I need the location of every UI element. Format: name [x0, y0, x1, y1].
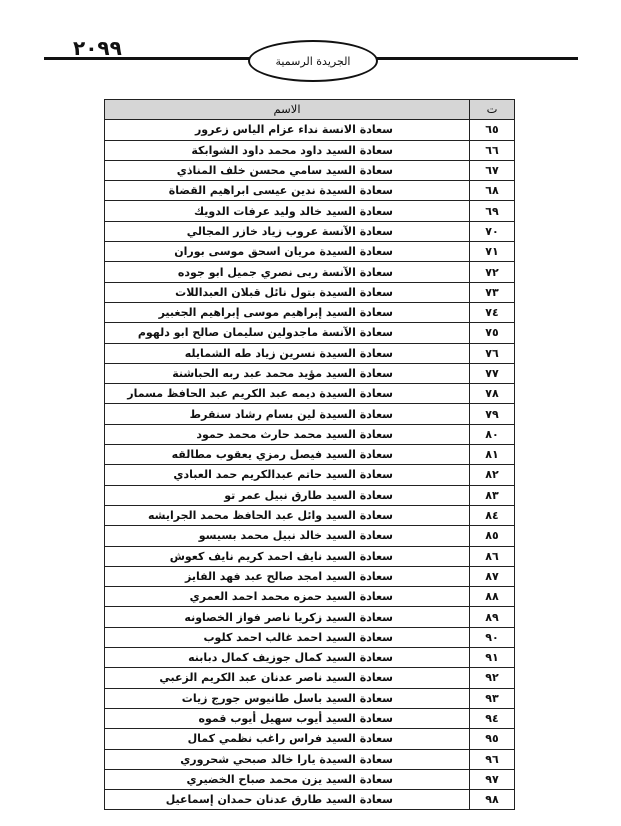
table-body: [105, 120, 515, 810]
table-row: [105, 343, 515, 363]
table-row: [105, 201, 515, 221]
row-number: ٧٤: [470, 302, 515, 322]
table-row: [105, 445, 515, 465]
row-number: ٧٥: [470, 323, 515, 343]
table-row: [105, 587, 515, 607]
table-row: [105, 465, 515, 485]
row-number: ٨٠: [470, 424, 515, 444]
table-row: [105, 627, 515, 647]
row-number: ٨٨: [470, 587, 515, 607]
row-number: ٧٦: [470, 343, 515, 363]
row-name: سعادة السيدة لين بسام رشاد سنقرط: [105, 404, 470, 424]
row-number: ٧٢: [470, 262, 515, 282]
row-number: ٨٣: [470, 485, 515, 505]
table-row: [105, 160, 515, 180]
row-name: سعادة السيد حمزه محمد احمد العمري: [105, 587, 470, 607]
row-name: سعادة الانسة نداء عزام الياس زعرور: [105, 120, 470, 140]
row-name: سعادة السيد إبراهيم موسى إبراهيم الجغبير: [105, 302, 470, 322]
row-number: ٩٢: [470, 668, 515, 688]
row-number: ٧٣: [470, 282, 515, 302]
table-row: [105, 485, 515, 505]
row-name: سعادة السيدة ديمه عبد الكريم عبد الحافظ مسمار: [105, 384, 470, 404]
table-row: [105, 282, 515, 302]
name-column-header: الاسم: [105, 100, 470, 120]
row-number: ٨٧: [470, 566, 515, 586]
table-row: [105, 323, 515, 343]
row-number: ٨٢: [470, 465, 515, 485]
page-number: ٢٠٩٩: [73, 36, 122, 60]
row-name: سعادة السيدة بتول نائل قبلان العبداللات: [105, 282, 470, 302]
row-number: ٧١: [470, 242, 515, 262]
row-name: سعادة السيد نايف احمد كريم نايف كعوش: [105, 546, 470, 566]
row-name: سعادة السيد طارق عدنان حمدان إسماعيل: [105, 790, 470, 810]
table-row: [105, 384, 515, 404]
row-number: ٧٧: [470, 363, 515, 383]
row-number: ٦٥: [470, 120, 515, 140]
table-row: [105, 505, 515, 525]
row-number: ٦٩: [470, 201, 515, 221]
table-row: [105, 526, 515, 546]
row-number: ٦٦: [470, 140, 515, 160]
gazette-title-oval: [248, 40, 378, 82]
row-name: سعادة السيدة نسرين زياد طه الشمايله: [105, 343, 470, 363]
row-number: ٩٦: [470, 749, 515, 769]
row-name: سعادة السيد محمد حارث محمد حمود: [105, 424, 470, 444]
row-name: سعادة السيد أيوب سهيل أيوب قموه: [105, 708, 470, 728]
row-number: ٦٧: [470, 160, 515, 180]
row-number: ٩٨: [470, 790, 515, 810]
table-row: [105, 302, 515, 322]
row-name: سعادة السيد خالد وليد عرفات الدويك: [105, 201, 470, 221]
row-name: سعادة السيد كمال جوزيف كمال دبابنه: [105, 648, 470, 668]
row-name: سعادة الآنسة ماجدولين سليمان صالح ابو دلهوم: [105, 323, 470, 343]
row-name: سعادة السيدة يارا خالد صبحي شحروري: [105, 749, 470, 769]
table-row: [105, 242, 515, 262]
row-number: ٨٥: [470, 526, 515, 546]
table-row: [105, 648, 515, 668]
row-number: ٦٨: [470, 181, 515, 201]
row-number: ٩٣: [470, 688, 515, 708]
row-name: سعادة السيد زكريا ناصر فواز الخصاونه: [105, 607, 470, 627]
row-name: سعادة السيد حاتم عبدالكريم حمد العبادي: [105, 465, 470, 485]
table-row: [105, 404, 515, 424]
table-row: [105, 181, 515, 201]
row-name: سعادة السيدة مريان اسحق موسى بوران: [105, 242, 470, 262]
row-number: ٩٥: [470, 729, 515, 749]
row-number: ٩١: [470, 648, 515, 668]
row-name: سعادة الآنسة ربى نصري جميل ابو جوده: [105, 262, 470, 282]
row-name: سعادة السيد امجد صالح عبد فهد الفايز: [105, 566, 470, 586]
row-name: سعادة السيد احمد غالب احمد كلوب: [105, 627, 470, 647]
table-row: [105, 566, 515, 586]
row-name: سعادة السيد سامي محسن خلف المناذي: [105, 160, 470, 180]
row-number: ٩٧: [470, 769, 515, 789]
table-row: [105, 668, 515, 688]
row-name: سعادة السيد فيصل رمزي يعقوب مطالقه: [105, 445, 470, 465]
row-number: ٨٩: [470, 607, 515, 627]
row-name: سعادة السيد ناصر عدنان عبد الكريم الزعبي: [105, 668, 470, 688]
row-name: سعادة السيد داود محمد داود الشوابكة: [105, 140, 470, 160]
table-row: [105, 262, 515, 282]
table-row: [105, 729, 515, 749]
table-row: [105, 708, 515, 728]
row-number: ٧٠: [470, 221, 515, 241]
row-name: سعادة السيد فراس راغب نظمي كمال: [105, 729, 470, 749]
row-name: سعادة الآنسة عروب زياد خازر المجالي: [105, 221, 470, 241]
table-row: [105, 749, 515, 769]
table-row: [105, 790, 515, 810]
table-row: [105, 424, 515, 444]
row-number: ٩٤: [470, 708, 515, 728]
row-name: سعادة السيد خالد نبيل محمد بسيسو: [105, 526, 470, 546]
table-row: [105, 120, 515, 140]
row-name: سعادة السيد وائل عبد الحافظ محمد الجرايشه: [105, 505, 470, 525]
table-row: [105, 769, 515, 789]
table-row: [105, 688, 515, 708]
table-header-row: [105, 100, 515, 120]
table-row: [105, 221, 515, 241]
row-number: ٨٦: [470, 546, 515, 566]
table-row: [105, 140, 515, 160]
row-number: ٨١: [470, 445, 515, 465]
row-name: سعادة السيد باسل طانيوس جورج زيات: [105, 688, 470, 708]
row-number: ٧٩: [470, 404, 515, 424]
row-number: ٩٠: [470, 627, 515, 647]
row-number: ٨٤: [470, 505, 515, 525]
row-name: سعادة السيد مؤيد محمد عبد ربه الحباشنة: [105, 363, 470, 383]
names-table: [104, 99, 515, 810]
row-name: سعادة السيد يزن محمد صباح الخضيري: [105, 769, 470, 789]
gazette-title: الجريدة الرسمية: [275, 54, 351, 68]
row-name: سعادة السيدة ندين عيسى ابراهيم القضاة: [105, 181, 470, 201]
table-row: [105, 363, 515, 383]
number-column-header: ت: [470, 100, 515, 120]
row-number: ٧٨: [470, 384, 515, 404]
table-row: [105, 607, 515, 627]
row-name: سعادة السيد طارق نبيل عمر تو: [105, 485, 470, 505]
table-row: [105, 546, 515, 566]
